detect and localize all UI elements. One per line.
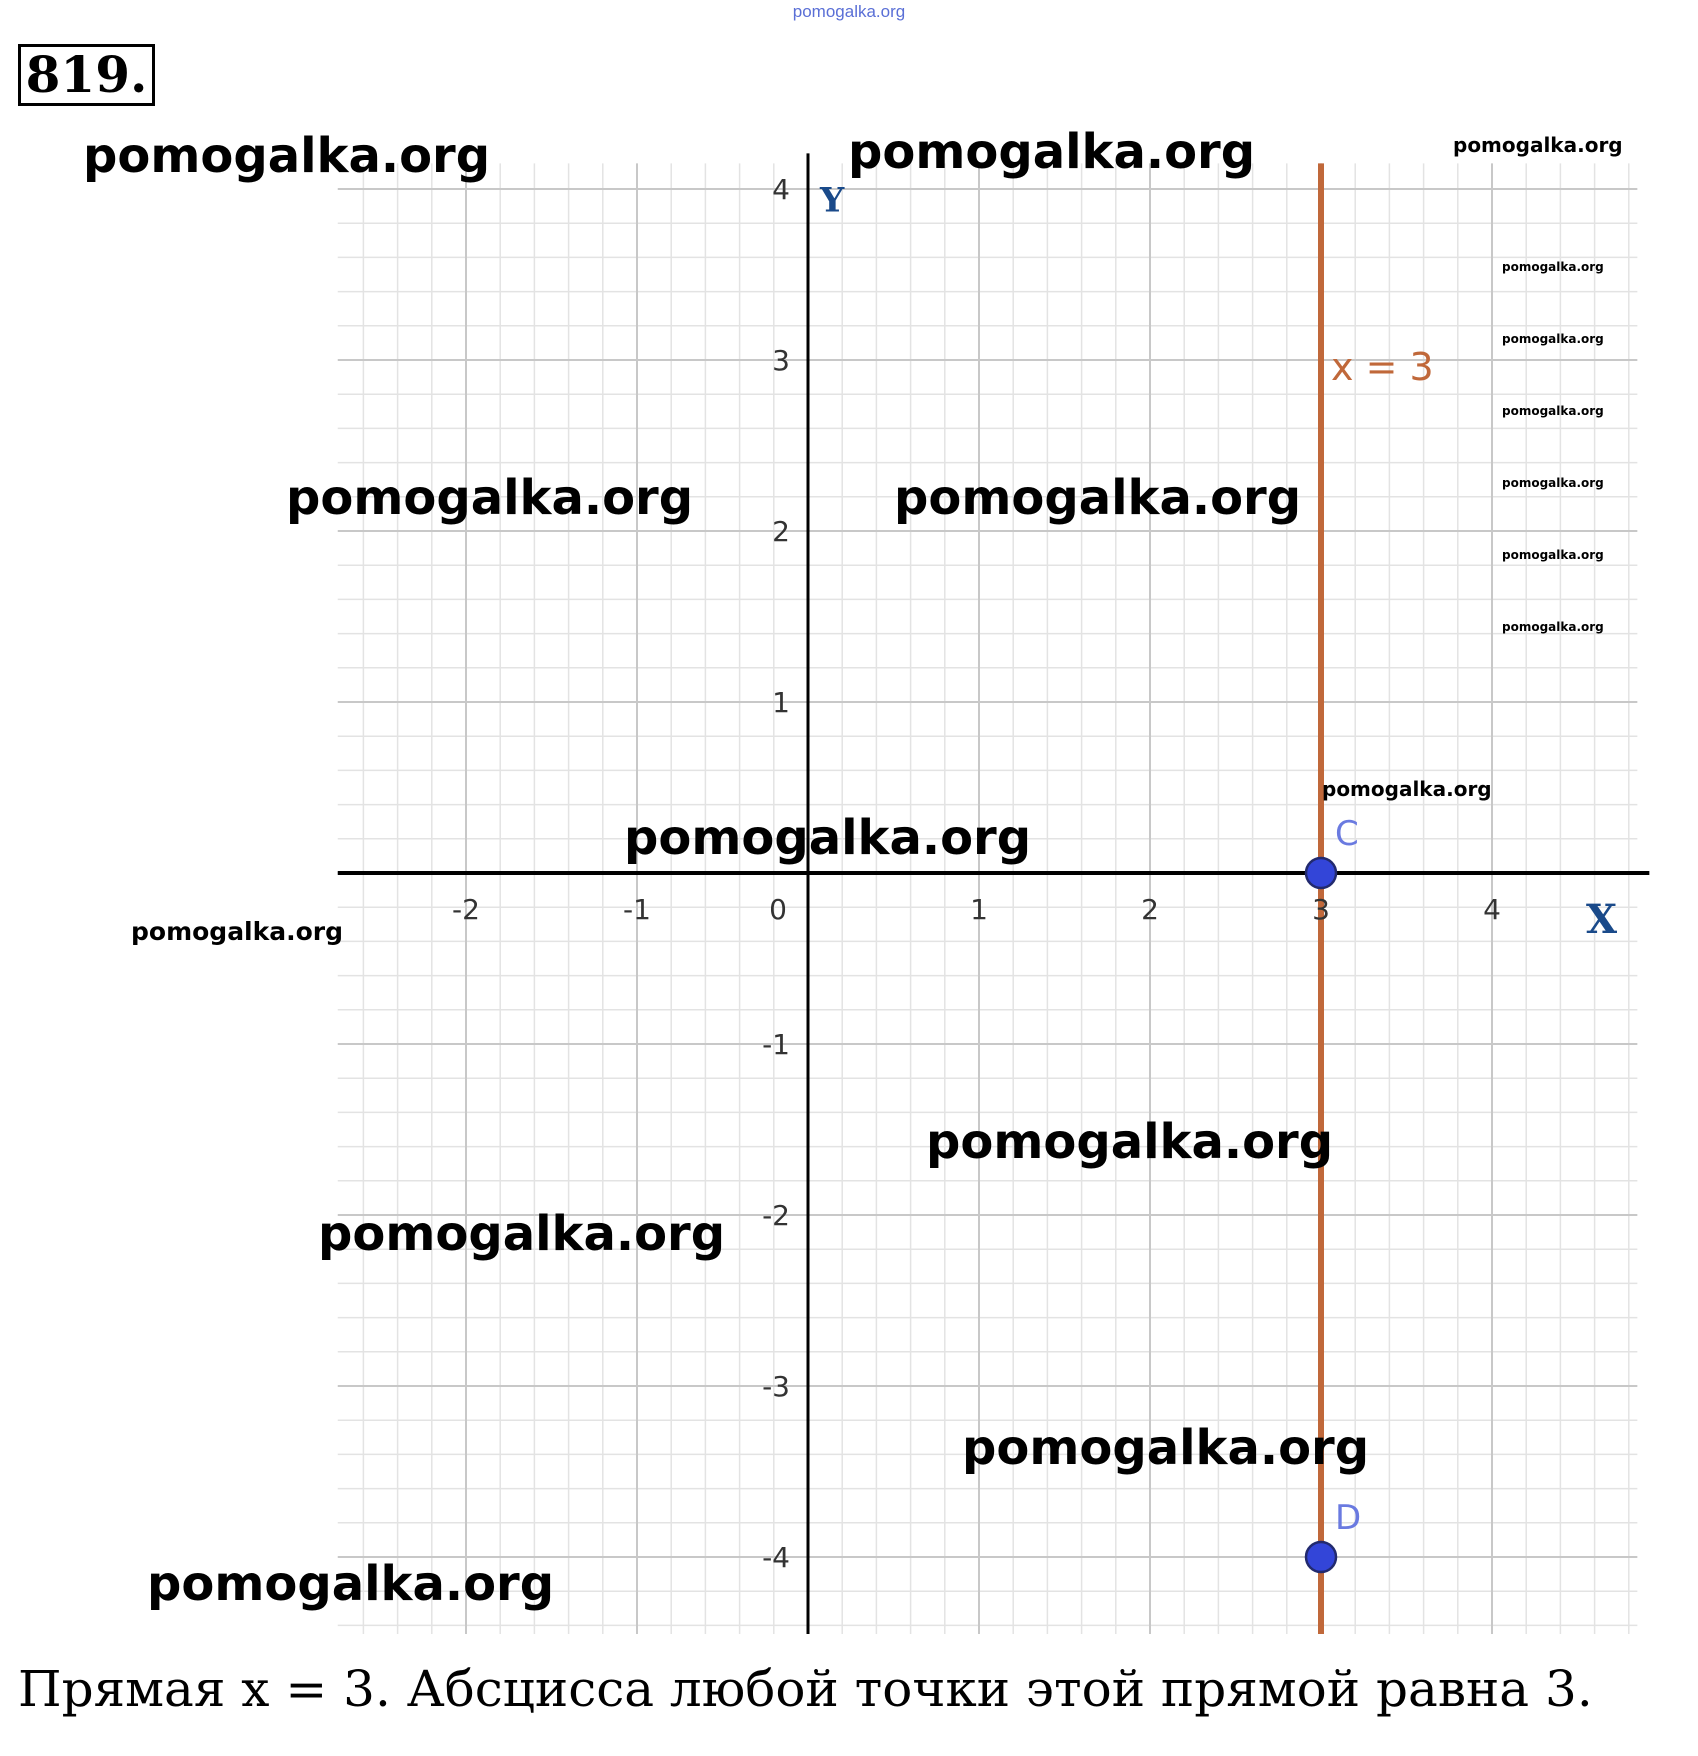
watermark: pomogalka.org — [1453, 133, 1623, 157]
watermark: pomogalka.org — [848, 124, 1256, 180]
x-tick-label: 0 — [769, 893, 787, 926]
watermark: pomogalka.org — [83, 128, 491, 184]
problem-number: 819. — [18, 44, 155, 106]
watermark: pomogalka.org — [962, 1420, 1370, 1476]
point-label-c: C — [1335, 814, 1359, 854]
watermark: pomogalka.org — [1502, 404, 1604, 418]
watermark: pomogalka.org — [1502, 548, 1604, 562]
y-tick-label: -4 — [762, 1541, 790, 1574]
point-c — [1306, 858, 1336, 888]
x-tick-label: -2 — [452, 893, 480, 926]
x-tick-label: 1 — [970, 893, 988, 926]
series-layer — [1321, 163, 1434, 1634]
watermark: pomogalka.org — [1502, 476, 1604, 490]
x-tick-label: 4 — [1483, 893, 1501, 926]
point-label-d: D — [1335, 1498, 1362, 1538]
watermark: pomogalka.org — [1502, 332, 1604, 346]
y-tick-label: -1 — [762, 1028, 790, 1061]
y-tick-label: 2 — [772, 515, 790, 548]
y-tick-label: -2 — [762, 1199, 790, 1232]
y-tick-label: -3 — [762, 1370, 790, 1403]
caption: Прямая x = 3. Абсцисса любой точки этой прямой равна 3. — [18, 1660, 1593, 1718]
watermark: pomogalka.org — [894, 470, 1302, 526]
y-axis-label: Y — [820, 180, 845, 221]
point-d — [1306, 1542, 1336, 1572]
watermark: pomogalka.org — [1502, 260, 1604, 274]
x-tick-label: -1 — [623, 893, 651, 926]
y-tick-label: 3 — [772, 344, 790, 377]
watermark: pomogalka.org — [147, 1556, 555, 1612]
y-tick-label: 4 — [772, 173, 790, 206]
watermark: pomogalka.org — [926, 1114, 1334, 1170]
x-tick-label: 3 — [1312, 893, 1330, 926]
watermark: pomogalka.org — [286, 470, 694, 526]
watermark: pomogalka.org — [1502, 620, 1604, 634]
y-tick-label: 1 — [772, 686, 790, 719]
watermark: pomogalka.org — [624, 810, 1032, 866]
watermark: pomogalka.org — [131, 917, 344, 946]
top-watermark: pomogalka.org — [792, 2, 906, 21]
watermark: pomogalka.org — [1322, 777, 1492, 801]
series-label: x = 3 — [1331, 345, 1434, 389]
watermark: pomogalka.org — [318, 1206, 726, 1262]
x-tick-label: 2 — [1141, 893, 1159, 926]
x-axis-label: X — [1586, 896, 1618, 943]
